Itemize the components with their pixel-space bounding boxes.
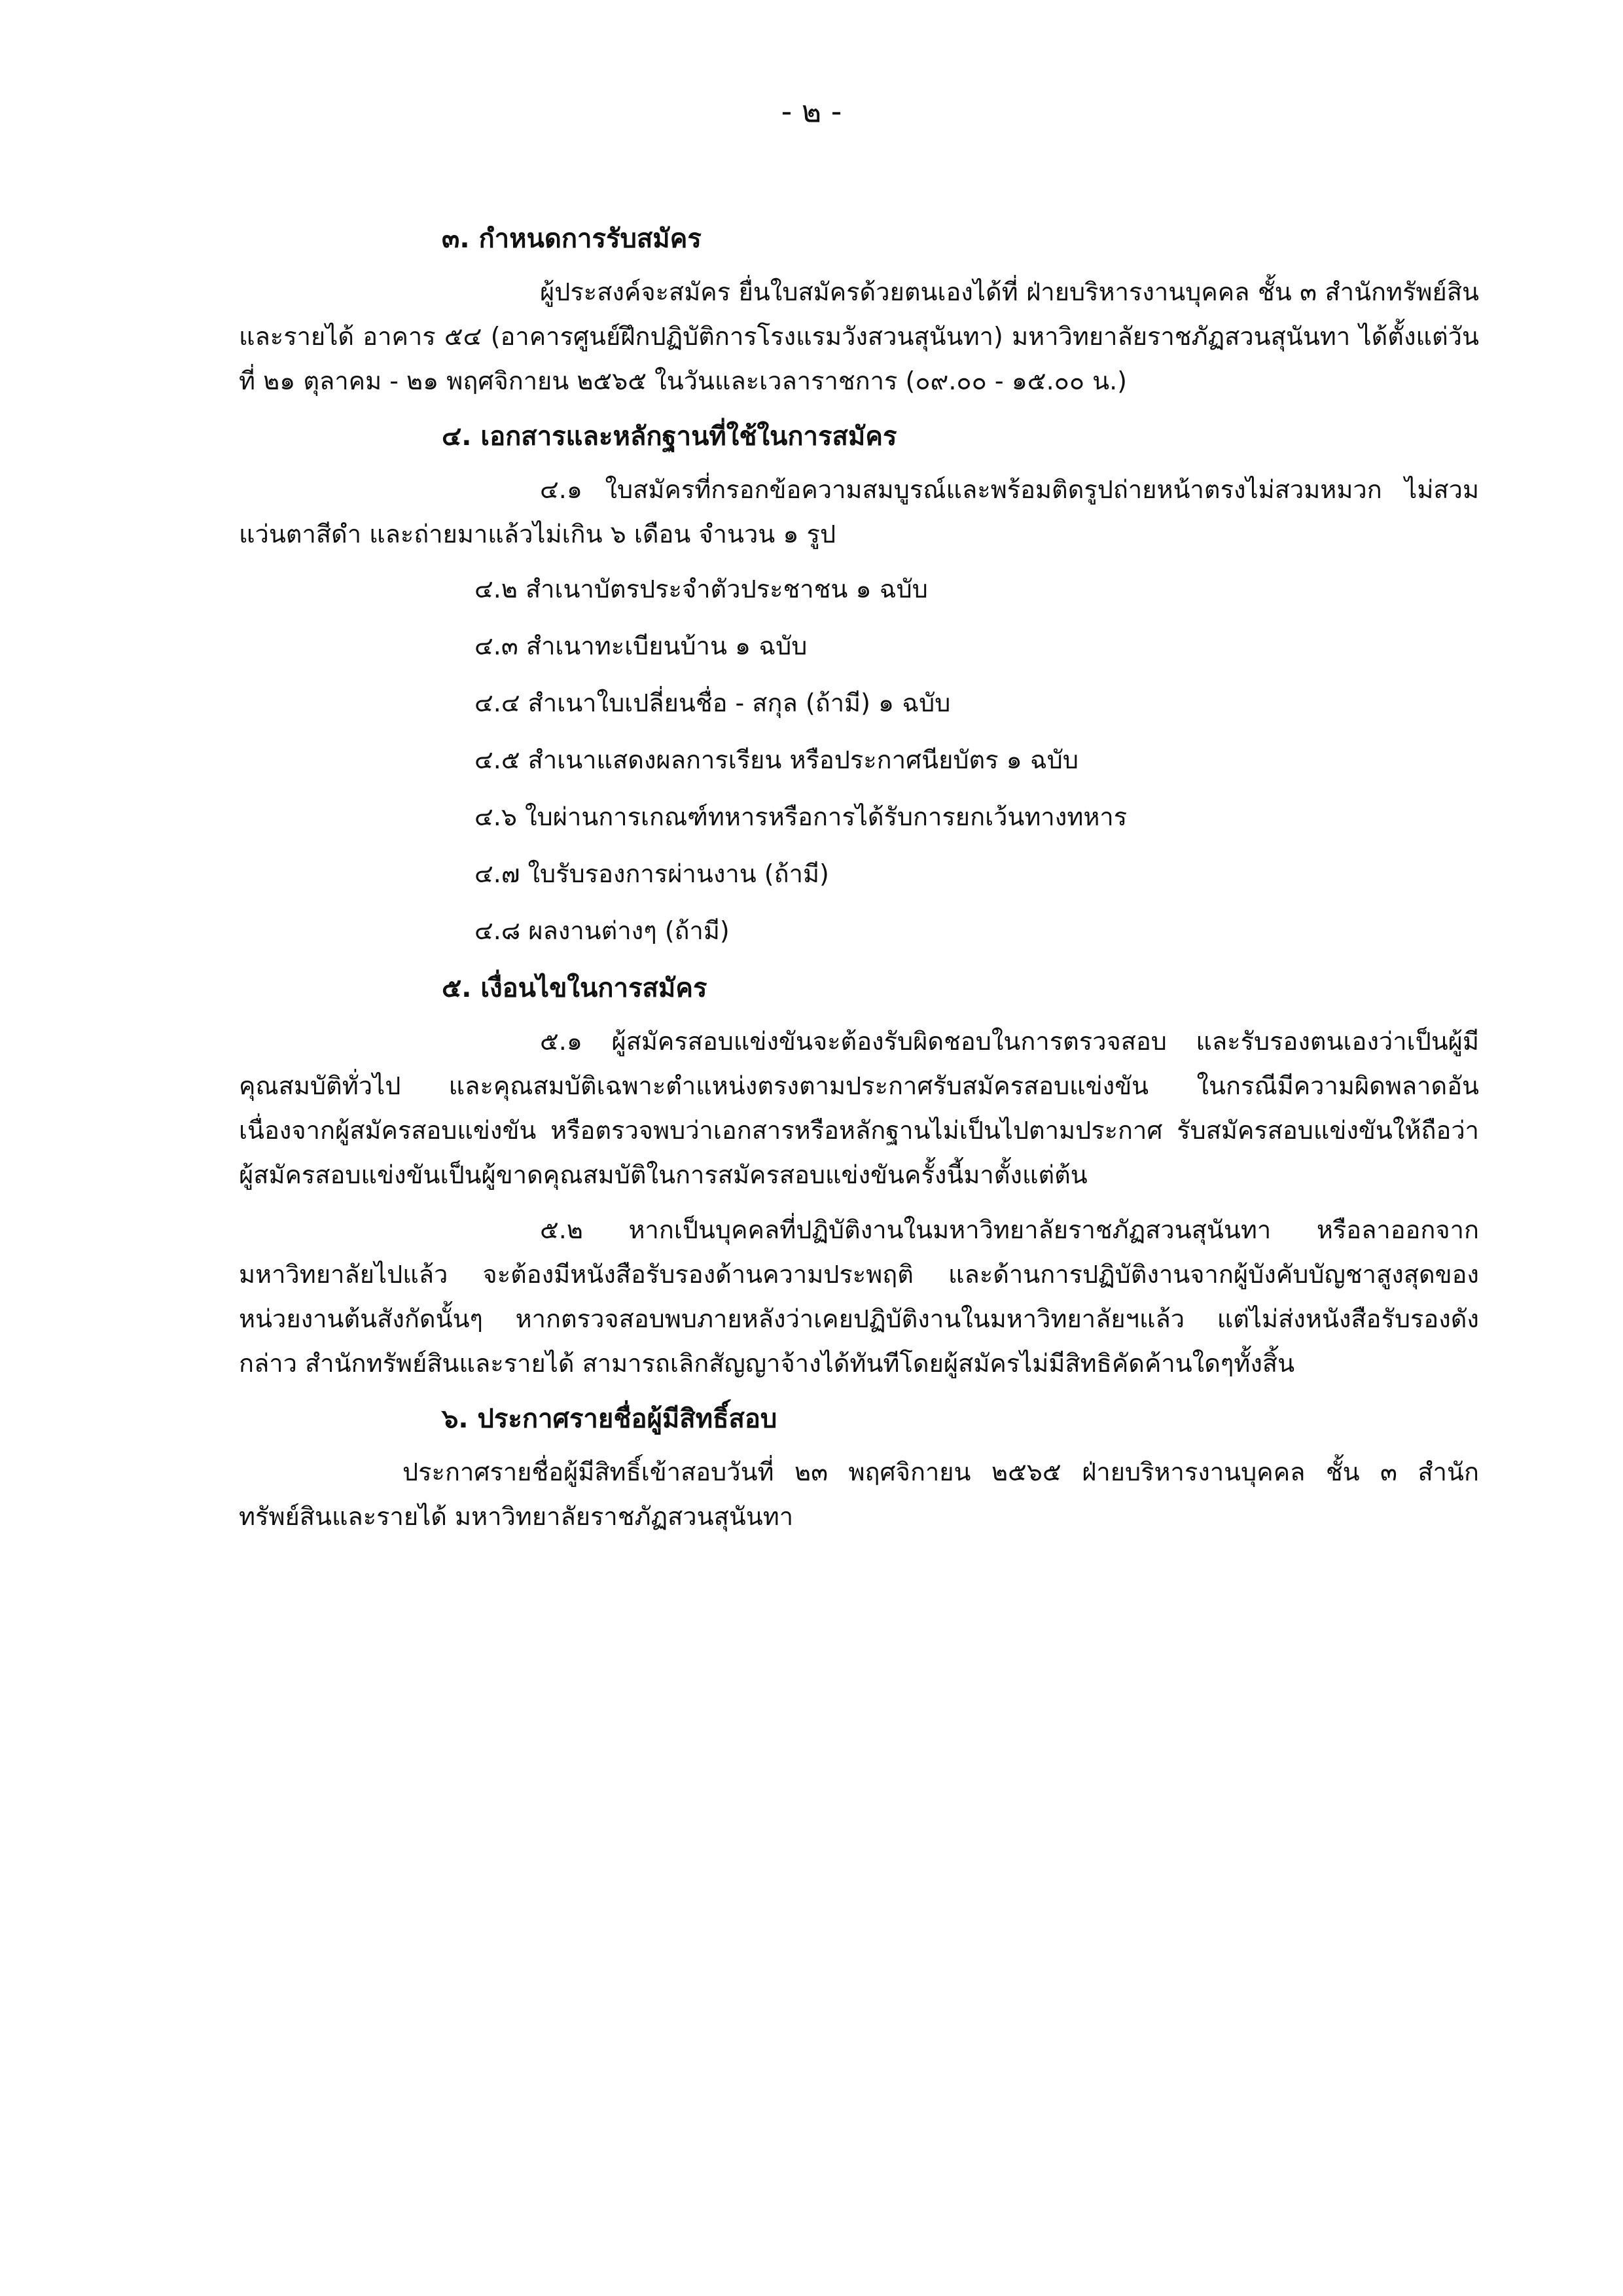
- condition-paragraph-5-2: ๕.๒ หากเป็นบุคคลที่ปฏิบัติงานในมหาวิทยาลัยราชภัฏสวนสุนันทา หรือลาออกจากมหาวิทยาลัยไปแล้ว จะต้องมีหนังสือรับรองด้านความประพฤติ และด้านการปฏิบัติงานจากผู้บังคับบัญชาสูงสุดของหน่วยงานต้นสังกัดนั้นๆ หากตรวจสอบพบภายหลังว่าเคยปฏิบัติงานในมหาวิทยาลัยฯแล้ว แต่ไม่ส่งหนังสือรับรองดังกล่าว สำนักทรัพย์สินและรายได้ สามารถเลิกสัญญาจ้างได้ทันทีโดยผู้สมัครไม่มีสิทธิคัดค้านใดๆทั้งสิ้น: [239, 1215, 1479, 1378]
- section-heading-application-conditions: ๕. เงื่อนไขในการสมัคร: [442, 973, 707, 1003]
- document-item-4-5: ๔.๕ สำเนาแสดงผลการเรียน หรือประกาศนียบัตร ๑ ฉบับ: [474, 745, 1079, 774]
- document-body: [239, 216, 1479, 1549]
- application-schedule-paragraph: ผู้ประสงค์จะสมัคร ยื่นใบสมัครด้วยตนเองได้ที่ ฝ่ายบริหารงานบุคคล ชั้น ๓ สำนักทรัพย์สินและรายได้ อาคาร ๕๔ (อาคารศูนย์ฝึกปฏิบัติการโรงแรมวังสวนสุนันทา) มหาวิทยาลัยราชภัฏสวนสุนันทา ได้ตั้งแต่วันที่ ๒๑ ตุลาคม - ๒๑ พฤศจิกายน ๒๕๖๕ ในวันและเวลาราชการ (๐๙.๐๐ - ๑๕.๐๐ น.): [239, 278, 1479, 395]
- section-heading-eligible-candidates: ๖. ประกาศรายชื่อผู้มีสิทธิ์สอบ: [442, 1404, 777, 1434]
- section-heading-application-schedule: ๓. กำหนดการรับสมัคร: [442, 224, 702, 254]
- document-item-4-3: ๔.๓ สำเนาทะเบียนบ้าน ๑ ฉบับ: [474, 632, 808, 660]
- document-item-4-8: ๔.๘ ผลงานต่างๆ (ถ้ามี): [474, 916, 730, 945]
- page-number: - ๒ -: [781, 94, 842, 129]
- document-item-4-4: ๔.๔ สำเนาใบเปลี่ยนชื่อ - สกุล (ถ้ามี) ๑ ฉบับ: [474, 689, 951, 717]
- eligible-candidates-paragraph: ประกาศรายชื่อผู้มีสิทธิ์เข้าสอบวันที่ ๒๓ พฤศจิกายน ๒๕๖๕ ฝ่ายบริหารงานบุคคล ชั้น ๓ สำนักทรัพย์สินและรายได้ มหาวิทยาลัยราชภัฏสวนสุนันทา: [239, 1458, 1479, 1531]
- condition-paragraph-5-1: ๕.๑ ผู้สมัครสอบแข่งขันจะต้องรับผิดชอบในการตรวจสอบ และรับรองตนเองว่าเป็นผู้มีคุณสมบัติทั่วไป และคุณสมบัติเฉพาะตำแหน่งตรงตามประกาศรับสมัครสอบแข่งขัน ในกรณีมีความผิดพลาดอันเนื่องจากผู้สมัครสอบแข่งขัน หรือตรวจพบว่าเอกสารหรือหลักฐานไม่เป็นไปตามประกาศ รับสมัครสอบแข่งขันให้ถือว่าผู้สมัครสอบแข่งขันเป็นผู้ขาดคุณสมบัติในการสมัครสอบแข่งขันครั้งนี้มาตั้งแต่ต้น: [239, 1027, 1479, 1189]
- section-heading-required-documents: ๔. เอกสารและหลักฐานที่ใช้ในการสมัคร: [442, 422, 897, 452]
- document-item-4-7: ๔.๗ ใบรับรองการผ่านงาน (ถ้ามี): [474, 859, 829, 888]
- document-item-4-2: ๔.๒ สำเนาบัตรประจำตัวประชาชน ๑ ฉบับ: [474, 575, 928, 603]
- document-item-4-6: ๔.๖ ใบผ่านการเกณฑ์ทหารหรือการได้รับการยกเว้นทางทหาร: [474, 802, 1128, 831]
- document-item-4-1: ๔.๑ ใบสมัครที่กรอกข้อความสมบูรณ์และพร้อมติดรูปถ่ายหน้าตรงไม่สวมหมวก ไม่สวมแว่นตาสีดำ และถ่ายมาแล้วไม่เกิน ๖ เดือน จำนวน ๑ รูป: [239, 475, 1479, 548]
